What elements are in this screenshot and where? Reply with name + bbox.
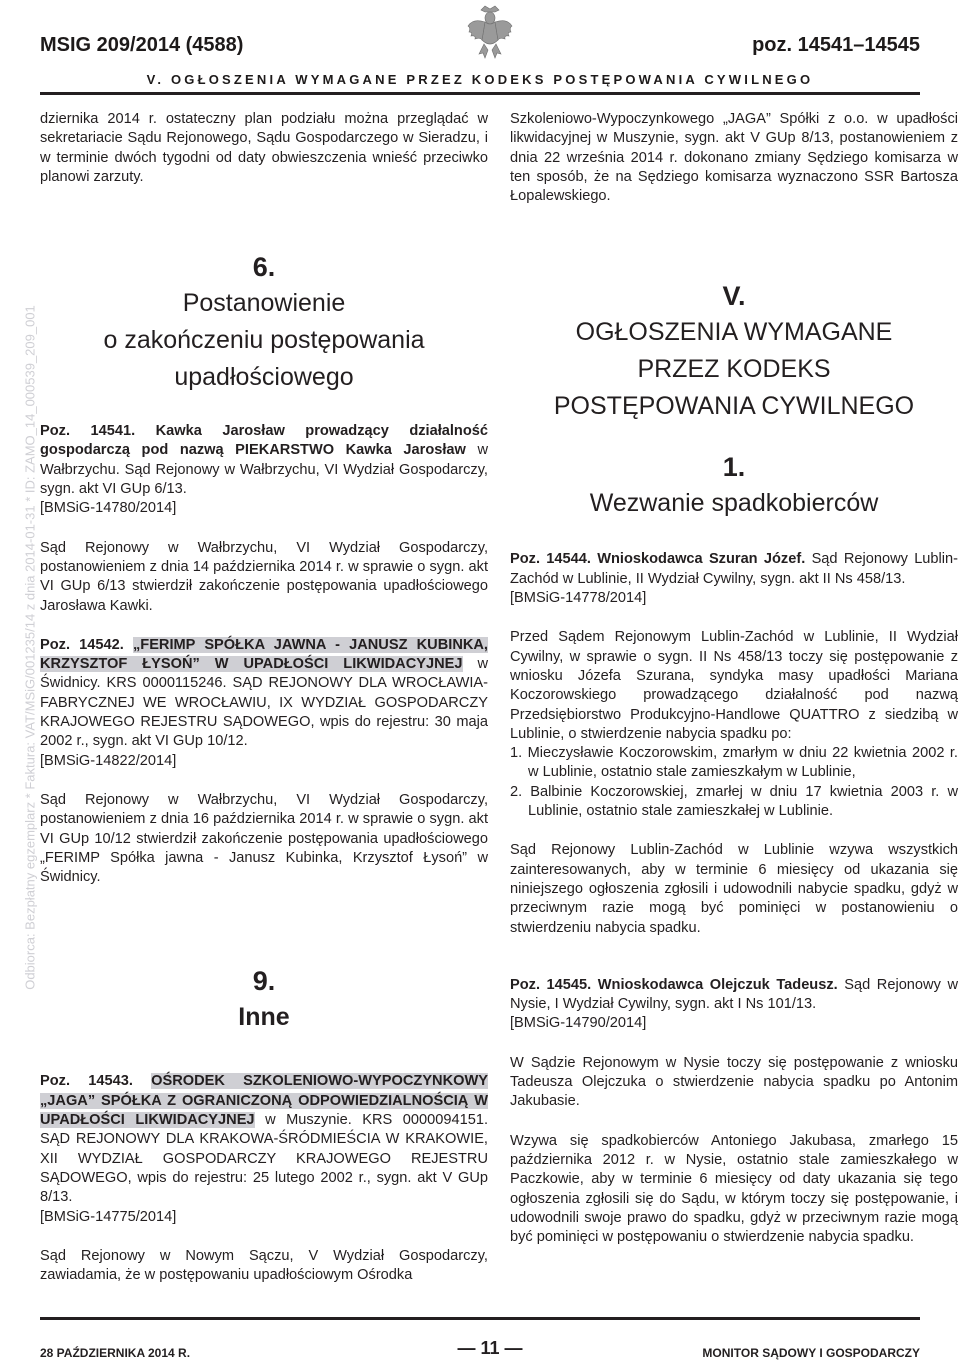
notice-14542-ref: [BMSiG-14822/2014]: [40, 752, 177, 769]
notice-14541-heading: [40, 422, 488, 499]
notice-14544-body2: Sąd Rejonowy Lublin-Zachód w Lublinie wzywa wszystkich zainteresowanych, aby w terminie 6 miesięcy od ukazania się niniejszego ogłoszenia zgłosili i udowodnili nabycie spadku, gdyż w przeciwnym razie mogą być pominięci w postanowieniu o stwierdzeniu nabycia spadku.: [510, 842, 958, 936]
notice-14544-heading: [510, 550, 958, 589]
notice-14545-lead: Wnioskodawca Olejczuk Tadeusz.: [597, 976, 838, 993]
notice-14541-rest: w Wałbrzychu. Sąd Rejonowy w Wałbrzychu, VI Wydział Gospodarczy, sygn. akt VI GUp 6/13.: [40, 442, 488, 498]
notice-14541-pos: Poz. 14541.: [40, 423, 136, 440]
notice-14544-rest: Sąd Rejonowy Lublin-Zachód w Lublinie, II Wydział Cywilny, sygn. akt II Ns 458/13.: [510, 551, 959, 587]
notice-14545-rest: Sąd Rejonowy w Nysie, I Wydział Cywilny, sygn. akt I Ns 101/13.: [510, 976, 958, 1013]
issue-date: 28 PAŹDZIERNIKA 2014 R.: [40, 1346, 191, 1360]
notice-14543-body: Sąd Rejonowy w Nowym Sączu, V Wydział Gospodarczy, zawiadamia, że w postępowaniu upadłościowym Ośrodka: [40, 1247, 488, 1284]
notice-14543-lead: OŚRODEK SZKOLENIOWO-WYPOCZYNKOWY „JAGA” SPÓŁKA Z OGRANICZONĄ ODPOWIEDZIALNOŚCIĄ W UPADŁOŚCI LIKWIDACYJNEJ: [40, 1073, 488, 1129]
section-6-number: 6.: [252, 252, 276, 283]
notice-14545-body: W Sądzie Rejonowym w Nysie toczy się postępowanie z wniosku Tadeusza Olejczuka o stwierdzenie nabycia spadku po Antonim Jakubasie.: [510, 1054, 958, 1110]
notice-14541-lead: Kawka Jarosław prowadzący działalność gospodarczą pod nazwą PIEKARSTWO Kawka Jarosław: [40, 423, 488, 459]
notice-14545-ref: [BMSiG-14790/2014]: [510, 1015, 647, 1032]
section-V-title-line2: PRZEZ KODEKS: [637, 355, 831, 384]
notice-14542-rest: w Świdnicy. KRS 0000115246. SĄD REJONOWY DLA WROCŁAWIA-FABRYCZNEJ WE WROCŁAWIU, IX WYDZIAŁ GOSPODARCZY KRAJOWEGO REJESTRU SĄDOWEGO, wpis do rejestru: 30 maja 2002 r., sygn. akt VI GUp 10/12.: [40, 656, 488, 750]
notice-14544-ref: [BMSiG-14778/2014]: [510, 590, 647, 607]
notice-14543-ref: [BMSiG-14775/2014]: [40, 1208, 177, 1225]
notice-14543-heading: [40, 1072, 488, 1207]
notice-14544-pos: Poz. 14544.: [510, 551, 591, 568]
section-6-title-line3: upadłościowego: [174, 363, 354, 392]
list-item: 1. Mieczysławie Koczorowskim, zmarłym w dniu 22 kwietnia 2002 r. w Lublinie, ostatnio stale zamieszkałym w Lublinie,: [510, 745, 958, 781]
section-6-title-line1: Postanowienie: [182, 289, 346, 318]
section-V-number: V.: [722, 281, 746, 312]
section-1-title: Wezwanie spadkobierców: [589, 489, 879, 518]
continuation-text: dziernika 2014 r. ostateczny plan podziału można przeglądać w sekretariacie Sądu Rejonowego, Sądu Gospodarczego w Sieradzu, i w terminie dwóch tygodni od daty obwieszczenia wnieść przeciwko planowi zarzuty.: [40, 111, 488, 185]
right-column: [510, 110, 958, 1247]
list-item: 2. Balbinie Koczorowskiej, zmarłej w dniu 17 kwietnia 2003 r. w Lublinie, ostatnio stale zamieszkałej w Lublinie.: [510, 783, 958, 820]
left-column: [40, 110, 488, 1285]
notice-14541-ref: [BMSiG-14780/2014]: [40, 500, 177, 517]
section-header: V. OGŁOSZENIA WYMAGANE PRZEZ KODEKS POSTĘPOWANIA CYWILNEGO: [146, 72, 814, 87]
notice-14542-body: Sąd Rejonowy w Wałbrzychu, VI Wydział Gospodarczy, postanowieniem z dnia 16 października 2014 r. w sprawie o sygn. akt VI GUp 10/12 stwierdził zakończenie postępowania upadłościowego „FERIMP Spółka jawna - Janusz Kubinka, Krzysztof Łysoń” w Świdnicy.: [40, 791, 488, 886]
notice-14541-body: Sąd Rejonowy w Wałbrzychu, VI Wydział Gospodarczy, postanowieniem z dnia 14 października 2014 r. w sprawie o sygn. akt VI GUp 6/13 stwierdził zakończenie postępowania upadłościowego Jarosława Kawki.: [40, 539, 488, 614]
notice-14542-heading: [40, 636, 488, 752]
section-V-title-line3: POSTĘPOWANIA CYWILNEGO: [553, 392, 915, 421]
heirs-list: [510, 744, 958, 821]
section-6-title-line2: o zakończeniu postępowania: [103, 326, 425, 355]
eagle-emblem-icon: [465, 4, 515, 60]
notice-14542-lead: „FERIMP SPÓŁKA JAWNA - JANUSZ KUBINKA, KRZYSZTOF ŁYSOŃ” W UPADŁOŚCI LIKWIDACYJNEJ: [40, 636, 488, 673]
notice-14542-pos: Poz. 14542.: [40, 636, 124, 653]
section-9-number: 9.: [252, 966, 276, 997]
positions-range: poz. 14541–14545: [752, 34, 920, 56]
notice-14545-body2: Wzywa się spadkobierców Antoniego Jakubasa, zmarłego 15 października 2012 r. w Nysie, ostatnio stale zamieszkałego w Paczkowie, aby w terminie 6 miesięcy od daty ukazania się tego ogłoszenia zgłosili się do Sądu, w którym toczy się postępowanie, i udowodnili swoje prawo do spadku, gdyż w przeciwnym razie mogą być pominięci w postępowaniu o stwierdzenie nabycia spadku.: [510, 1132, 958, 1246]
continuation-text-right: Szkoleniowo-Wypoczynkowego „JAGA” Spółki z o.o. w upadłości likwidacyjnej w Muszynie, sygn. akt V GUp 8/13, postanowieniem z dnia 22 września 2014 r. dokonano zmiany Sędziego komisarza w ten sposób, że na Sędziego komisarza wyznaczono SSR Bartosza Łopalewskiego.: [510, 111, 958, 205]
notice-14543-rest: w Muszynie. KRS 0000094151. SĄD REJONOWY DLA KRAKOWA-ŚRÓDMIEŚCIA W KRAKOWIE, XII WYDZIAŁ GOSPODARCZY KRAJOWEGO REJESTRU SĄDOWEGO, wpis do rejestru: 25 lutego 2002 r., sygn. akt V GUp 8/13.: [40, 1112, 488, 1206]
notice-14543-pos: Poz. 14543.: [40, 1073, 133, 1090]
publication-number: MSIG 209/2014 (4588): [40, 34, 244, 56]
section-1-number: 1.: [722, 452, 746, 483]
section-V-title-line1: OGŁOSZENIA WYMAGANE: [575, 318, 893, 347]
notice-14544-body: Przed Sądem Rejonowym Lublin-Zachód w Lublinie, II Wydział Cywilny, w sprawie o sygn. II Ns 458/13 toczy się postępowanie z wniosku Józefa Szurana, syndyka masy upadłości Mariana Koczorowskiego prowadzącego działalność pod nazwą Przedsiębiorstwo Produkcyjno-Handlowe QUATTRO z siedzibą w Lublinie, o stwierdzenie nabycia spadku po:: [510, 629, 958, 742]
page-number: — 11 —: [457, 1338, 523, 1358]
footer-rule: [40, 1317, 920, 1320]
notice-14545-pos: Poz. 14545.: [510, 976, 592, 993]
section-9-title: Inne: [238, 1003, 290, 1032]
notice-14544-lead: Wnioskodawca Szuran Józef.: [597, 551, 806, 568]
header-rule: [40, 92, 920, 95]
publication-name: MONITOR SĄDOWY I GOSPODARCZY: [702, 1346, 920, 1360]
notice-14545-heading: [510, 976, 958, 1015]
recipient-watermark: Odbiorca: Bezpłatny egzemplarz * Faktura: VAT/MSiG/001235/14 z dnia 2014-01-31 * ID: ZAMO_14_000539_209_001: [22, 305, 38, 990]
